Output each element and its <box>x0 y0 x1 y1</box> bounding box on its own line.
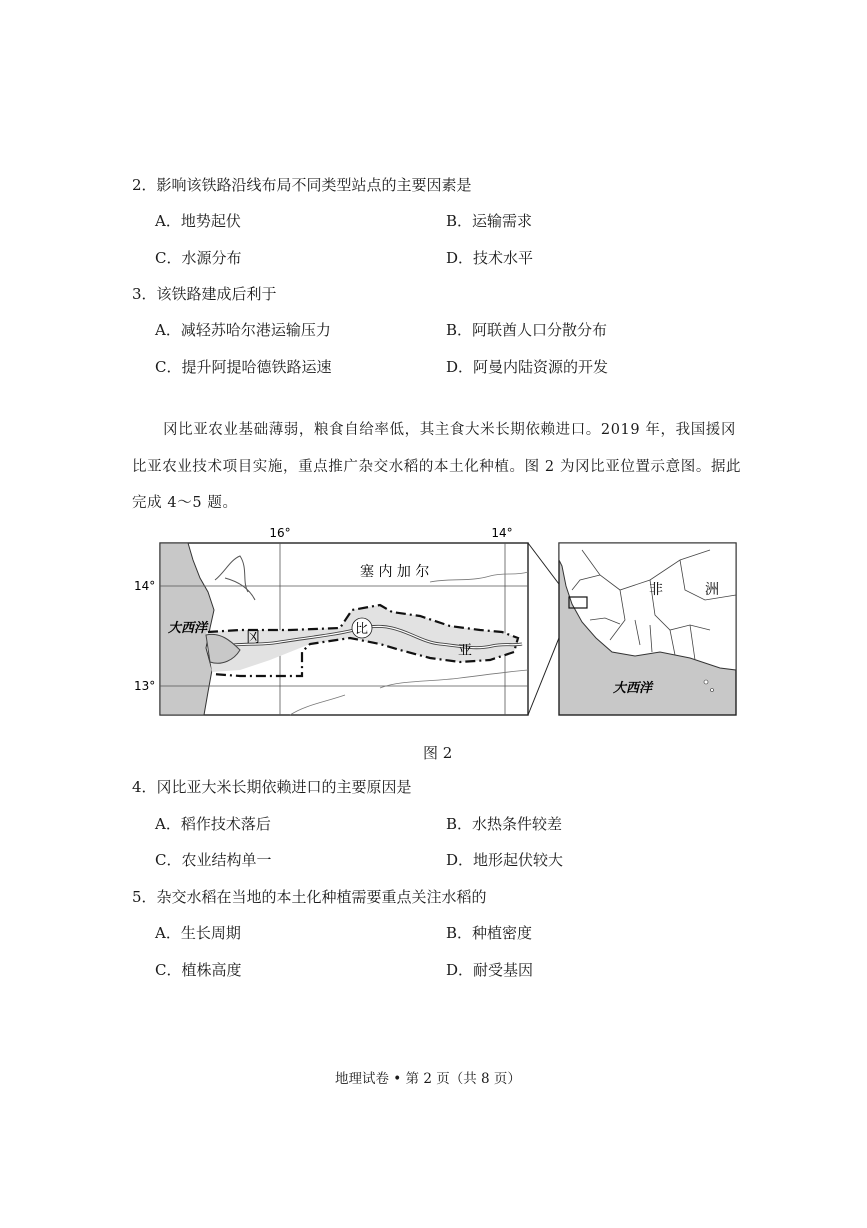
question-2-stem: 2．影响该铁路沿线布局不同类型站点的主要因素是 <box>132 176 472 194</box>
question-3-stem: 3．该铁路建成后利于 <box>132 285 277 303</box>
label-africa-2: 洲 <box>705 582 719 598</box>
page-footer: 地理试卷 • 第 2 页（共 8 页） <box>335 1071 521 1087</box>
label-lat-13: 13° <box>134 679 156 693</box>
question-2-option-b: B．运输需求 <box>446 212 533 230</box>
label-lon-16: 16° <box>269 526 291 540</box>
question-5-option-c: C．植株高度 <box>155 961 242 979</box>
label-lon-14: 14° <box>491 526 513 540</box>
passage-line-3: 完成 4～5 题。 <box>132 495 238 511</box>
inset-island-2 <box>711 689 714 692</box>
question-4-stem: 4．冈比亚大米长期依赖进口的主要原因是 <box>132 778 412 796</box>
label-africa-1: 非 <box>649 582 663 598</box>
label-gambia-1: 冈 <box>246 630 260 646</box>
label-gambia-3: 亚 <box>458 643 472 659</box>
question-4-option-a: A．稻作技术落后 <box>155 815 271 833</box>
question-2-option-d: D．技术水平 <box>446 249 534 267</box>
passage-line-2: 比亚农业技术项目实施，重点推广杂交水稻的本土化种植。图 2 为冈比亚位置示意图。据此 <box>132 459 742 475</box>
label-lat-14: 14° <box>134 579 156 593</box>
question-5-option-d: D．耐受基因 <box>446 961 534 979</box>
figure-caption: 图 2 <box>423 744 453 762</box>
label-senegal: 塞 内 加 尔 <box>360 564 430 580</box>
question-2-option-a: A．地势起伏 <box>155 212 241 230</box>
question-4-option-d: D．地形起伏较大 <box>446 851 564 869</box>
question-5-stem: 5．杂交水稻在当地的本土化种植需要重点关注水稻的 <box>132 888 487 906</box>
gambia-location-map <box>130 520 750 730</box>
label-atlantic: 大西洋 <box>168 621 208 636</box>
question-2-option-c: C．水源分布 <box>155 249 242 267</box>
passage-line-1: 冈比亚农业基础薄弱，粮食自给率低，其主食大米长期依赖进口。2019 年，我国援冈 <box>163 422 737 438</box>
label-atlantic-inset: 大西洋 <box>613 681 653 696</box>
question-3-option-a: A．减轻苏哈尔港运输压力 <box>155 321 331 339</box>
question-4-option-b: B．水热条件较差 <box>446 815 563 833</box>
question-5-option-a: A．生长周期 <box>155 924 241 942</box>
question-3-option-d: D．阿曼内陆资源的开发 <box>446 358 609 376</box>
inset-island-1 <box>704 680 708 684</box>
question-3-option-b: B．阿联酋人口分散分布 <box>446 321 608 339</box>
question-5-option-b: B．种植密度 <box>446 924 533 942</box>
question-4-option-c: C．农业结构单一 <box>155 851 272 869</box>
label-gambia-2: 比 <box>355 622 369 637</box>
question-3-option-c: C．提升阿提哈德铁路运速 <box>155 358 332 376</box>
